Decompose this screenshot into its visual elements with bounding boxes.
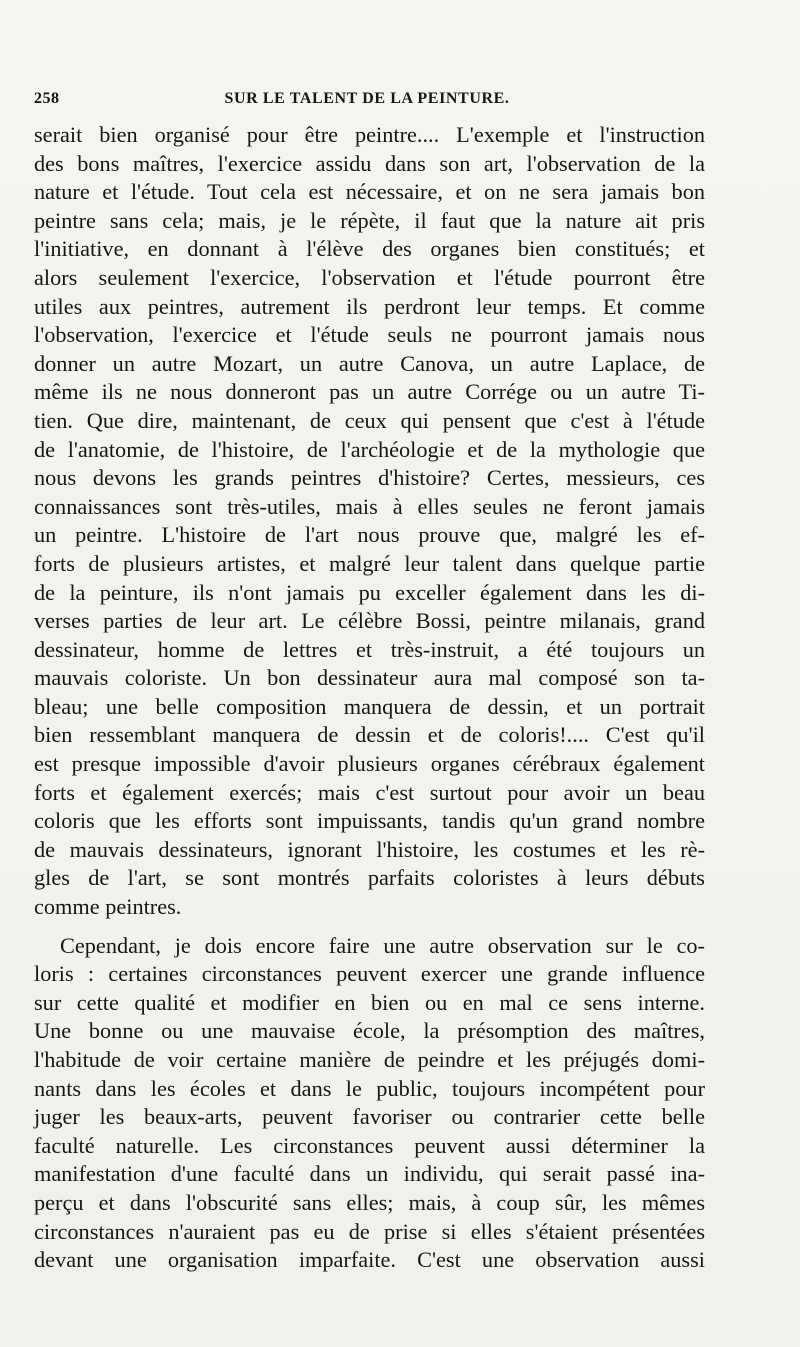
text-line: des bons maîtres, l'exercice assidu dans son art, l'observation de la: [34, 150, 705, 176]
text-line: forts de plusieurs artistes, et malgré leur talent dans quelque partie: [34, 550, 705, 576]
text-line: perçu et dans l'obscurité sans elles; mais, à coup sûr, les mêmes: [34, 1189, 705, 1215]
text-line: bleau; une belle composition manquera de dessin, et un portrait: [34, 693, 705, 719]
text-line: manifestation d'une faculté dans un individu, qui serait passé ina-: [34, 1161, 705, 1187]
text-line: de l'anatomie, de l'histoire, de l'archéologie et de la mythologie que: [34, 436, 705, 462]
text-line: nous devons les grands peintres d'histoire? Certes, messieurs, ces: [34, 465, 705, 491]
text-line: nature et l'étude. Tout cela est nécessaire, et on ne sera jamais bon: [34, 179, 705, 205]
text-line: juger les beaux-arts, peuvent favoriser ou contrarier cette belle: [34, 1104, 705, 1130]
paragraph-1: [34, 121, 705, 922]
text-line: Une bonne ou une mauvaise école, la présomption des maîtres,: [34, 1018, 705, 1044]
text-line: faculté naturelle. Les circonstances peuvent aussi déterminer la: [34, 1132, 705, 1158]
paragraph-2: [34, 932, 705, 1275]
text-line: tien. Que dire, maintenant, de ceux qui pensent que c'est à l'étude: [34, 407, 705, 433]
text-line: verses parties de leur art. Le célèbre Bossi, peintre milanais, grand: [34, 608, 705, 634]
page-number: 258: [34, 90, 60, 107]
body-text: [34, 121, 705, 1275]
text-line: l'habitude de voir certaine manière de peindre et les préjugés domi-: [34, 1047, 705, 1072]
text-line: connaissances sont très-utiles, mais à elles seules ne feront jamais: [34, 493, 705, 519]
page-header: [34, 88, 700, 114]
paragraph-gap: [34, 922, 705, 932]
text-line: serait bien organisé pour être peintre.... L'exemple et l'instruction: [34, 122, 705, 147]
text-line: loris : certaines circonstances peuvent exercer une grande influence: [34, 961, 705, 987]
text-line: sur cette qualité et modifier en bien ou en mal ce sens interne.: [34, 989, 705, 1015]
text-line: de la peinture, ils n'ont jamais pu exceller également dans les di-: [34, 579, 705, 605]
text-line: peintre sans cela; mais, je le répète, il faut que la nature ait pris: [34, 207, 705, 233]
text-line: circonstances n'auraient pas eu de prise si elles s'étaient présentées: [34, 1218, 705, 1244]
text-line: forts et également exercés; mais c'est surtout pour avoir un beau: [34, 779, 705, 805]
text-line: nants dans les écoles et dans le public, toujours incompétent pour: [34, 1075, 705, 1101]
text-line: coloris que les efforts sont impuissants, tandis qu'un grand nombre: [34, 808, 705, 834]
text-line: gles de l'art, se sont montrés parfaits coloristes à leurs débuts: [34, 865, 705, 891]
text-line: dessinateur, homme de lettres et très-instruit, a été toujours un: [34, 636, 705, 662]
text-line: l'initiative, en donnant à l'élève des organes bien constitués; et: [34, 236, 705, 262]
text-line: même ils ne nous donneront pas un autre Corrége ou un autre Ti-: [34, 379, 705, 405]
text-line: donner un autre Mozart, un autre Canova, un autre Laplace, de: [34, 350, 705, 376]
text-line: mauvais coloriste. Un bon dessinateur aura mal composé son ta-: [34, 665, 705, 691]
text-line: devant une organisation imparfaite. C'est une observation aussi: [34, 1247, 705, 1273]
text-line: de mauvais dessinateurs, ignorant l'histoire, les costumes et les rè-: [34, 836, 705, 862]
text-line: comme peintres.: [34, 894, 182, 920]
text-line: Cependant, je dois encore faire une autre observation sur le co-: [60, 932, 705, 958]
text-line: utiles aux peintres, autrement ils perdront leur temps. Et comme: [34, 293, 705, 319]
text-line: un peintre. L'histoire de l'art nous prouve que, malgré les ef-: [34, 522, 705, 548]
text-line: l'observation, l'exercice et l'étude seuls ne pourront jamais nous: [34, 322, 705, 348]
text-line: bien ressemblant manquera de dessin et de coloris!.... C'est qu'il: [34, 722, 705, 748]
running-title: SUR LE TALENT DE LA PEINTURE.: [224, 90, 510, 107]
text-line: est presque impossible d'avoir plusieurs organes cérébraux également: [34, 751, 705, 777]
text-line: alors seulement l'exercice, l'observation et l'étude pourront être: [34, 264, 705, 290]
